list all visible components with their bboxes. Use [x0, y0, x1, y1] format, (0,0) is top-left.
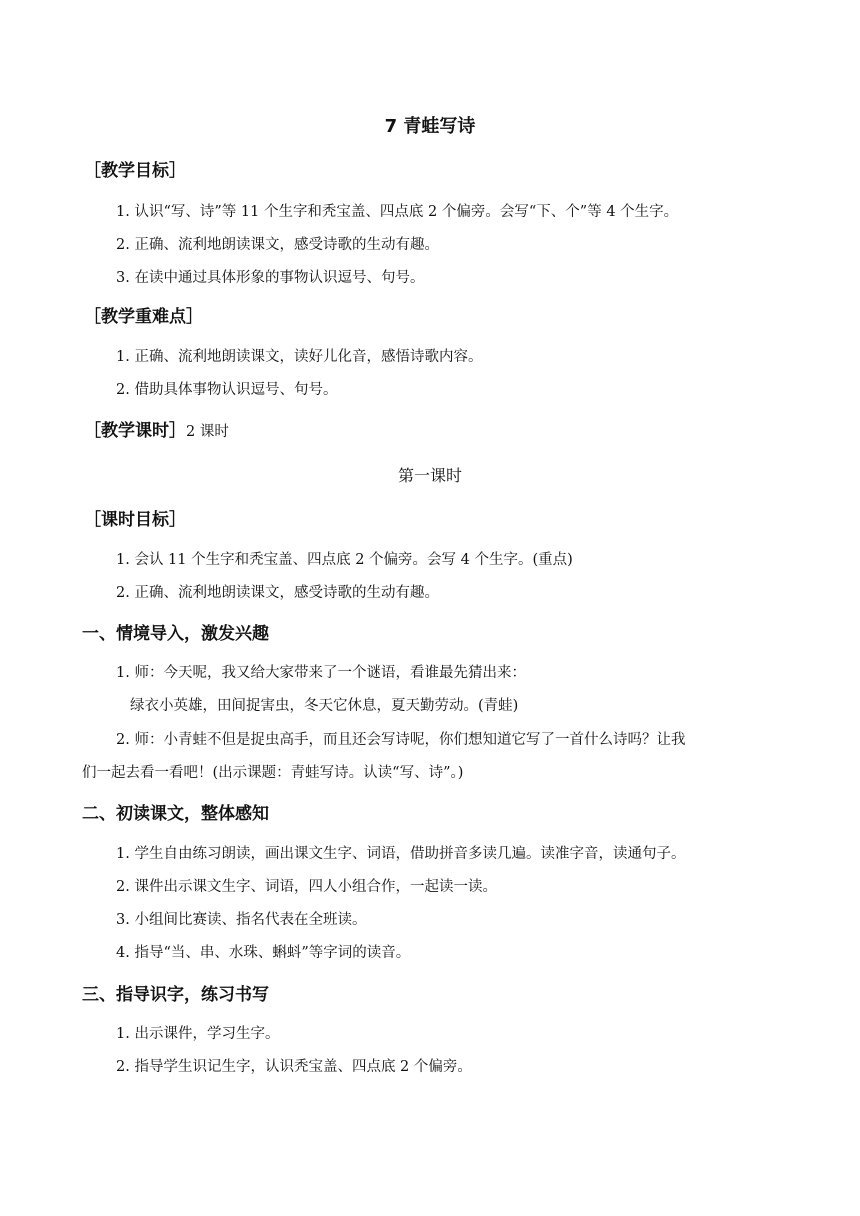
key-point-item: 1. 正确、流利地朗读课文，读好儿化音，感悟诗歌内容。 [116, 349, 483, 365]
lesson-title: 第一课时 [397, 466, 462, 485]
key-points-heading: ［教学重难点］ [84, 307, 203, 327]
objective-item: 2. 正确、流利地朗读课文，感受诗歌的生动有趣。 [116, 237, 439, 253]
section1-line: 1. 师：今天呢，我又给大家带来了一个谜语，看谁最先猜出来： [116, 665, 526, 681]
objective-item: 1. 认识“写、诗”等 11 个生字和秃宝盖、四点底 2 个偏旁。会写“下、个”等 4 个生字。 [116, 204, 679, 220]
section3-item: 1. 出示课件，学习生字。 [116, 1026, 280, 1042]
section3-item: 2. 指导学生识记生字，认识秃宝盖、四点底 2 个偏旁。 [116, 1059, 472, 1075]
section2-item: 1. 学生自由练习朗读，画出课文生字、词语，借助拼音多读几遍。读准字音，读通句子。 [116, 846, 686, 862]
objectives-heading: ［教学目标］ [84, 161, 186, 181]
section-heading-1: 一、情境导入，激发兴趣 [82, 624, 269, 644]
page-title: 7 青蛙写诗 [384, 116, 476, 137]
section2-item: 2. 课件出示课文生字、词语，四人小组合作，一起读一读。 [116, 879, 497, 895]
hours-heading: ［教学课时］2 课时 [84, 421, 229, 441]
key-point-item: 2. 借助具体事物认识逗号、句号。 [116, 382, 338, 398]
lesson-objective-item: 1. 会认 11 个生字和秃宝盖、四点底 2 个偏旁。会写 4 个生字。(重点) [116, 552, 573, 568]
section2-item: 3. 小组间比赛读、指名代表在全班读。 [116, 912, 367, 928]
section2-item: 4. 指导“当、串、水珠、蝌蚪”等字词的读音。 [116, 945, 411, 961]
section1-line: 2. 师：小青蛙不但是捉虫高手，而且还会写诗呢，你们想知道它写了一首什么诗吗？让我 [116, 732, 686, 748]
section1-line-continued: 们一起去看一看吧！(出示课题：青蛙写诗。认读“写、诗”。) [82, 765, 464, 781]
section-heading-2: 二、初读课文，整体感知 [82, 804, 269, 824]
lesson-objective-item: 2. 正确、流利地朗读课文，感受诗歌的生动有趣。 [116, 585, 439, 601]
section-heading-3: 三、指导识字，练习书写 [82, 985, 269, 1005]
riddle-line: 绿衣小英雄，田间捉害虫，冬天它休息，夏天勤劳动。(青蛙) [130, 698, 519, 714]
lesson-objectives-heading: ［课时目标］ [84, 510, 186, 530]
objective-item: 3. 在读中通过具体形象的事物认识逗号、句号。 [116, 270, 425, 286]
hours-value: 2 课时 [186, 424, 229, 440]
